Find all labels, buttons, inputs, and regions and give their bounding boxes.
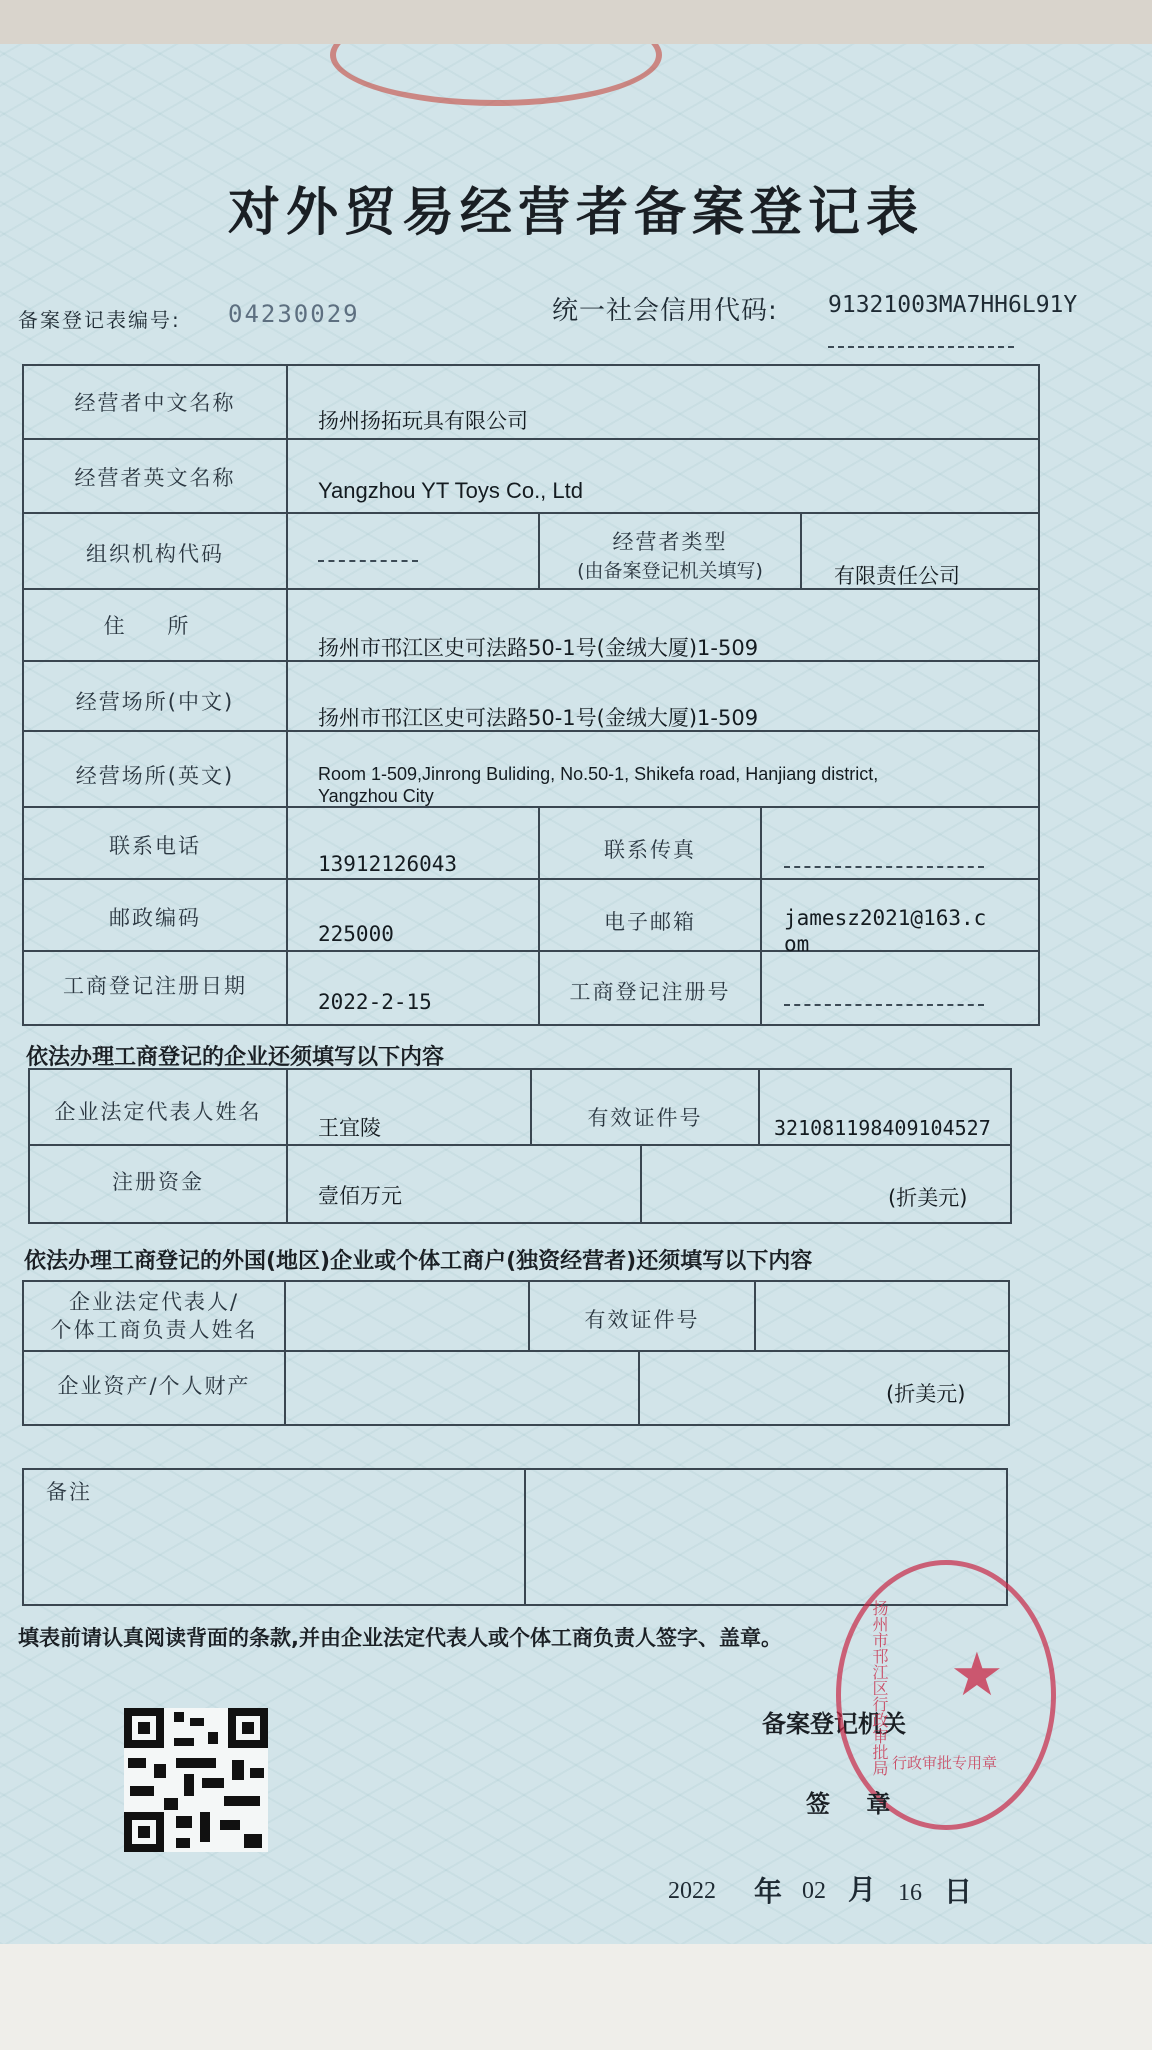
form-title: 对外贸易经营者备案登记表: [227, 183, 924, 243]
phone-label: 联系电话: [109, 834, 201, 858]
biz-reg-no-label: 工商登记注册号: [569, 980, 731, 1004]
id-label: 有效证件号: [587, 1106, 703, 1130]
date-month-char: 月: [848, 1873, 877, 1906]
premises-cn-value: 扬州市邗江区史可法路50-1号(金绒大厦)1-509: [318, 706, 759, 730]
reg-date-label: 工商登记注册日期: [63, 974, 247, 998]
date-day: 16: [898, 1880, 922, 1906]
capital-value: 壹佰万元: [318, 1184, 402, 1208]
footer-note: 填表前请认真阅读背面的条款,并由企业法定代表人或个体工商负责人签字、盖章。: [18, 1626, 782, 1650]
rep-label-cont: 个体工商负责人姓名: [50, 1318, 258, 1342]
type-value: 有限责任公司: [834, 564, 960, 588]
org-code-label: 组织机构代码: [86, 542, 224, 566]
postcode-label: 邮政编码: [109, 906, 201, 930]
reg-no-label: 备案登记表编号:: [18, 308, 181, 332]
capital-label: 注册资金: [112, 1170, 204, 1194]
assets-usd-label: (折美元): [886, 1382, 966, 1406]
premises-en-value: Room 1-509,Jinrong Buliding, No.50-1, Shikefa road, Hanjiang district,: [318, 764, 879, 784]
section3-heading: 依法办理工商登记的外国(地区)企业或个体工商户(独资经营者)还须填写以下内容: [24, 1249, 813, 1274]
section2-heading: 依法办理工商登记的企业还须填写以下内容: [26, 1045, 445, 1070]
residence-label: 住 所: [103, 614, 207, 638]
remarks-label: 备注: [46, 1480, 92, 1504]
remarks-box: [22, 1468, 1008, 1606]
enterprise-table: [28, 1068, 1012, 1224]
reg-date-value: 2022-2-15: [318, 990, 432, 1014]
postcode-value: 225000: [318, 922, 394, 946]
email-label: 电子邮箱: [604, 910, 696, 934]
date-year: 2022: [668, 1878, 716, 1904]
seal-subtext: 行政审批专用章: [892, 1754, 998, 1772]
date-day-char: 日: [944, 1875, 973, 1908]
legal-rep-value: 王宜陵: [318, 1116, 381, 1140]
name-en-label: 经营者英文名称: [74, 466, 236, 490]
biz-reg-no-blank: [784, 1004, 984, 1006]
background-page: [0, 1944, 1152, 2050]
phone-value: 13912126043: [318, 852, 458, 876]
capital-usd-label: (折美元): [888, 1186, 968, 1210]
credit-code-value: 91321003MA7HH6L91Y: [828, 292, 1078, 318]
foreign-id-label: 有效证件号: [584, 1308, 700, 1332]
seal-star-icon: ★: [950, 1640, 1004, 1710]
legal-rep-label: 企业法定代表人姓名: [54, 1100, 262, 1124]
credit-code-label: 统一社会信用代码:: [552, 296, 778, 326]
name-cn-value: 扬州扬拓玩具有限公司: [318, 409, 528, 433]
qr-code: [124, 1708, 268, 1852]
premises-en-value-cont: Yangzhou City: [318, 786, 434, 806]
premises-cn-label: 经营场所(中文): [75, 690, 235, 714]
email-value-cont: om: [784, 932, 810, 956]
name-en-value: Yangzhou YT Toys Co., Ltd: [318, 478, 583, 503]
seal-text: 扬州市邗江区行政审批局: [870, 1600, 889, 1776]
type-label: 经营者类型: [612, 530, 728, 554]
id-value: 321081198409104527: [774, 1116, 991, 1140]
credit-code-underline: [828, 346, 1014, 348]
type-note-label: (由备案登记机关填写): [577, 560, 763, 582]
seal-label: 签 章: [806, 1790, 905, 1818]
authority-label: 备案登记机关: [762, 1710, 906, 1738]
premises-en-label: 经营场所(英文): [75, 764, 235, 788]
rep-label: 企业法定代表人/: [68, 1290, 240, 1314]
partial-stamp: [330, 44, 662, 106]
residence-value: 扬州市邗江区史可法路50-1号(金绒大厦)1-509: [318, 636, 759, 660]
fax-blank: [784, 866, 984, 868]
fax-label: 联系传真: [604, 838, 696, 862]
date-month: 02: [802, 1878, 826, 1904]
reg-no-value: 04230029: [228, 300, 360, 328]
assets-label: 企业资产/个人财产: [57, 1374, 251, 1398]
org-code-blank: [318, 560, 418, 562]
email-value: jamesz2021@163.c: [784, 906, 987, 930]
name-cn-label: 经营者中文名称: [74, 391, 236, 415]
date-year-char: 年: [754, 1875, 783, 1908]
